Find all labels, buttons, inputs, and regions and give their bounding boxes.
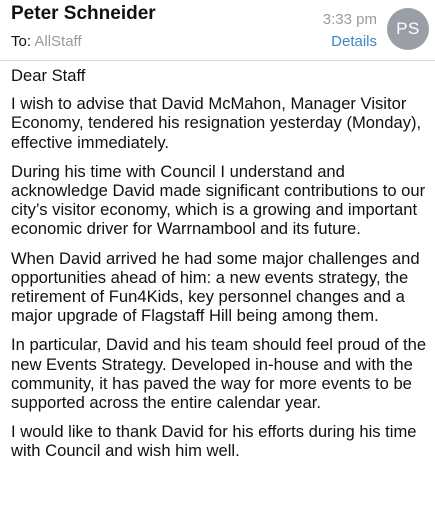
sender-name[interactable]: Peter Schneider <box>11 3 156 24</box>
paragraph-2: During his time with Council I understand and acknowledge David made significant contributions to our city’s visitor economy, which is a growing and important economic driver for Warrnambool and its future. <box>11 161 426 239</box>
avatar-initials: PS <box>396 19 420 38</box>
email-header <box>0 0 435 58</box>
message-body <box>11 66 429 471</box>
to-label: To: <box>11 33 32 50</box>
timestamp: 3:33 pm <box>322 11 377 28</box>
details-button[interactable]: Details <box>331 33 377 50</box>
avatar[interactable] <box>387 8 429 50</box>
paragraph-4: In particular, David and his team should feel proud of the new Events Strategy. Developed in-house and with the community, it has paved the way for more events to be supported across the entire calendar year. <box>11 335 427 413</box>
header-divider <box>0 60 435 61</box>
paragraph-3: When David arrived he had some major challenges and opportunities ahead of him: a new events strategy, the retirement of Fun4Kids, key personnel changes and a major upgrade of Flagstaff Hill being among them. <box>11 248 420 326</box>
recipient-name[interactable]: AllStaff <box>34 33 82 50</box>
recipient-line <box>11 33 82 50</box>
paragraph-5: I would like to thank David for his efforts during his time with Council and wish him well. <box>11 422 417 461</box>
paragraph-1: I wish to advise that David McMahon, Manager Visitor Economy, tendered his resignation yesterday (Monday), effective immediately. <box>11 94 422 152</box>
greeting: Dear Staff <box>11 66 86 85</box>
